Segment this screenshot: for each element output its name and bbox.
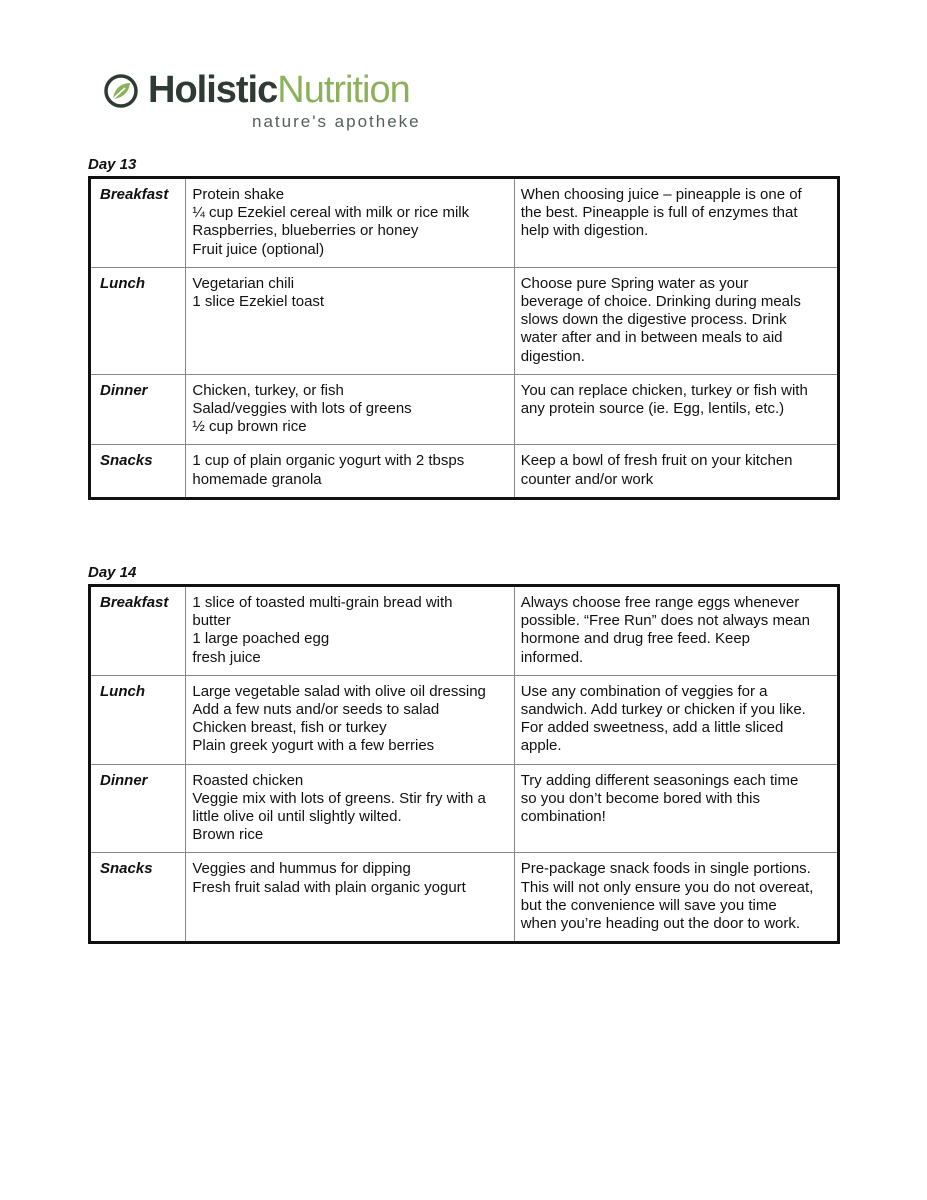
tip-line: but the convenience will save you time bbox=[520, 896, 777, 914]
tip-line: combination! bbox=[520, 808, 606, 826]
meal-label: Snacks bbox=[90, 445, 186, 498]
food-line: 1 large poached egg bbox=[192, 630, 330, 648]
tip-line: slows down the digestive process. Drink bbox=[520, 311, 787, 329]
meal-row-breakfast bbox=[90, 178, 839, 268]
meal-row-snacks bbox=[90, 445, 839, 498]
tip-line: help with digestion. bbox=[520, 222, 649, 240]
food-line: homemade granola bbox=[192, 470, 322, 488]
meal-label: Snacks bbox=[90, 853, 186, 943]
food-line: Roasted chicken bbox=[192, 771, 304, 789]
tip-line: sandwich. Add turkey or chicken if you like. bbox=[520, 701, 806, 719]
meal-table bbox=[88, 584, 840, 944]
tip-line: counter and/or work bbox=[520, 470, 654, 488]
brand-logo bbox=[104, 68, 474, 134]
tip-line: hormone and drug free feed. Keep bbox=[520, 630, 751, 648]
meal-tip bbox=[514, 764, 838, 853]
tip-line: informed. bbox=[520, 648, 584, 666]
meal-row-lunch bbox=[90, 675, 839, 764]
meal-foods bbox=[186, 764, 514, 853]
tip-line: Use any combination of veggies for a bbox=[520, 682, 768, 700]
food-line: Veggies and hummus for dipping bbox=[192, 860, 411, 878]
tip-line: so you don’t become bored with this bbox=[520, 789, 760, 807]
food-line: 1 slice of toasted multi-grain bread with bbox=[192, 594, 453, 611]
tip-line: digestion. bbox=[520, 347, 585, 365]
meal-foods bbox=[186, 178, 514, 268]
brand-name-part2: Nutrition bbox=[277, 69, 410, 111]
brand-name bbox=[148, 68, 410, 112]
food-line: butter bbox=[192, 612, 231, 630]
food-line: Salad/veggies with lots of greens bbox=[192, 400, 412, 418]
food-line: ¼ cup Ezekiel cereal with milk or rice milk bbox=[192, 204, 470, 222]
meal-tip bbox=[514, 267, 838, 374]
food-line: Vegetarian chili bbox=[192, 274, 295, 292]
food-line: Large vegetable salad with olive oil dressing bbox=[192, 682, 486, 700]
food-line: 1 slice Ezekiel toast bbox=[192, 293, 325, 311]
food-line: Chicken breast, fish or turkey bbox=[192, 719, 387, 737]
day-section bbox=[88, 156, 840, 500]
food-line: Veggie mix with lots of greens. Stir fry with a bbox=[192, 789, 486, 807]
tip-line: when you’re heading out the door to work. bbox=[520, 915, 801, 933]
meal-foods bbox=[186, 853, 514, 943]
meal-label: Dinner bbox=[90, 764, 186, 853]
tip-line: water after and in between meals to aid bbox=[520, 329, 783, 347]
tip-line: Always choose free range eggs whenever bbox=[520, 594, 800, 611]
food-line: 1 cup of plain organic yogurt with 2 tbsps bbox=[192, 452, 465, 470]
meal-tip bbox=[514, 374, 838, 445]
meal-tip bbox=[514, 853, 838, 943]
meal-foods bbox=[186, 374, 514, 445]
tip-line: Choose pure Spring water as your bbox=[520, 274, 749, 292]
tip-line: You can replace chicken, turkey or fish with bbox=[520, 381, 808, 399]
meal-table bbox=[88, 176, 840, 500]
food-line: Fruit juice (optional) bbox=[192, 240, 325, 258]
meal-label: Dinner bbox=[90, 374, 186, 445]
meal-row-dinner bbox=[90, 374, 839, 445]
food-line: fresh juice bbox=[192, 648, 261, 666]
day-title: Day 14 bbox=[88, 564, 137, 581]
meal-foods bbox=[186, 675, 514, 764]
meal-row-breakfast bbox=[90, 586, 839, 676]
tip-line: possible. “Free Run” does not always mean bbox=[520, 612, 810, 630]
tip-line: the best. Pineapple is full of enzymes that bbox=[520, 204, 798, 222]
meal-foods bbox=[186, 586, 514, 676]
food-line: Add a few nuts and/or seeds to salad bbox=[192, 701, 440, 719]
day-section bbox=[88, 564, 840, 944]
brand-tagline: nature's apotheke bbox=[252, 112, 421, 131]
meal-label: Lunch bbox=[90, 675, 186, 764]
meal-foods bbox=[186, 445, 514, 498]
meal-row-snacks bbox=[90, 853, 839, 943]
meal-row-dinner bbox=[90, 764, 839, 853]
meal-row-lunch bbox=[90, 267, 839, 374]
meal-label: Breakfast bbox=[90, 586, 186, 676]
food-line: Brown rice bbox=[192, 826, 264, 844]
leaf-icon bbox=[104, 74, 138, 108]
tip-line: Keep a bowl of fresh fruit on your kitchen bbox=[520, 452, 793, 470]
tip-line: When choosing juice – pineapple is one of bbox=[520, 186, 802, 203]
brand-name-part1: Holistic bbox=[148, 69, 278, 111]
meal-foods bbox=[186, 267, 514, 374]
meal-tip bbox=[514, 445, 838, 498]
meal-label: Lunch bbox=[90, 267, 186, 374]
tip-line: beverage of choice. Drinking during meals bbox=[520, 293, 801, 311]
food-line: Chicken, turkey, or fish bbox=[192, 381, 344, 399]
food-line: little olive oil until slightly wilted. bbox=[192, 808, 402, 826]
tip-line: Try adding different seasonings each time bbox=[520, 771, 799, 789]
meal-tip bbox=[514, 586, 838, 676]
tip-line: Pre-package snack foods in single portions. bbox=[520, 860, 811, 878]
food-line: Fresh fruit salad with plain organic yogurt bbox=[192, 878, 466, 896]
food-line: Raspberries, blueberries or honey bbox=[192, 222, 419, 240]
food-line: Protein shake bbox=[192, 186, 285, 203]
meal-label: Breakfast bbox=[90, 178, 186, 268]
tip-line: This will not only ensure you do not overeat, bbox=[520, 878, 814, 896]
meal-tip bbox=[514, 675, 838, 764]
food-line: ½ cup brown rice bbox=[192, 418, 307, 436]
tip-line: any protein source (ie. Egg, lentils, etc.) bbox=[520, 400, 785, 418]
food-line: Plain greek yogurt with a few berries bbox=[192, 737, 435, 755]
tip-line: apple. bbox=[520, 737, 562, 755]
day-title: Day 13 bbox=[88, 156, 137, 173]
tip-line: For added sweetness, add a little sliced bbox=[520, 719, 784, 737]
meal-tip bbox=[514, 178, 838, 268]
